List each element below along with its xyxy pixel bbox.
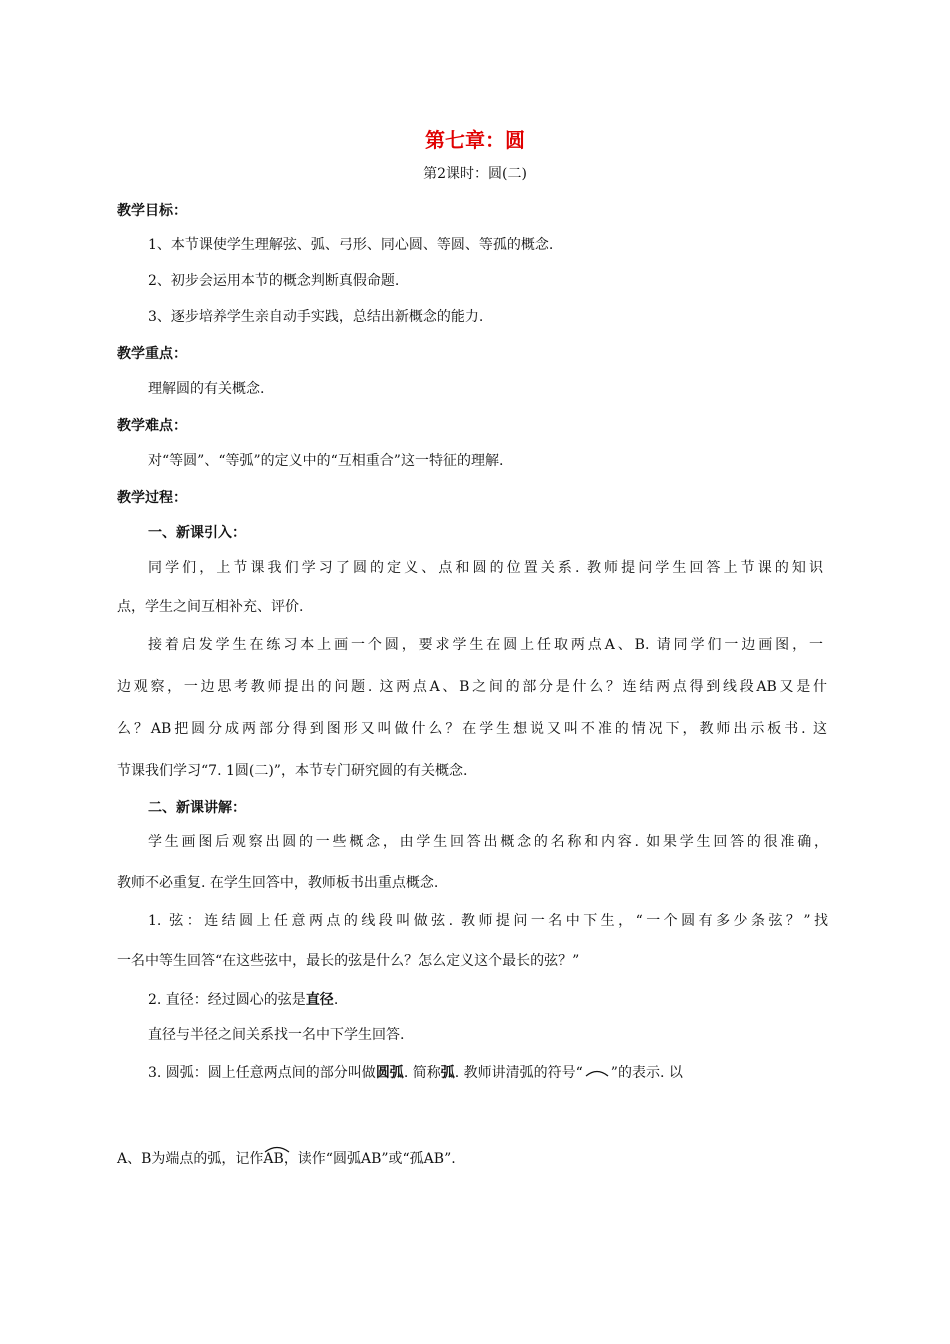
arc-short-term: 弧 [440, 1065, 455, 1081]
arc-over-icon [263, 1143, 291, 1153]
heading-key-points: 教学重点： [117, 346, 187, 362]
key-point-1: 理解圆的有关概念. [148, 381, 265, 397]
paragraph-1-line-1: 同学们，上节课我们学习了圆的定义、点和圆的位置关系. 教师提问学生回答上节课的知识 [148, 560, 823, 576]
paragraph-2-line-4: 节课我们学习“7. 1圆(二)”，本节专门研究圆的有关概念. [117, 763, 468, 779]
heading-difficulties: 教学难点： [117, 418, 187, 434]
arc-symbol-text: . 教师讲清弧的符号“ [454, 1065, 583, 1081]
paragraph-4-line-1: 1. 弦：连结圆上任意两点的线段叫做弦. 教师提问一名中下生，“一个圆有多少条弦？”找 [148, 913, 828, 929]
diameter-term: 直径 [305, 992, 334, 1008]
heading-goals: 教学目标： [117, 203, 187, 219]
arc-short-text: . 简称 [403, 1065, 441, 1081]
paragraph-6: 直径与半径之间关系找一名中下学生回答. [148, 1027, 405, 1043]
goal-2: 2、初步会运用本节的概念判断真假命题. [148, 273, 400, 289]
arc-term: 圆弧 [375, 1065, 404, 1081]
diameter-period: . [333, 992, 339, 1008]
arc-notation-text: A、B为端点的弧，记作 [117, 1151, 264, 1167]
arc-symbol-text-end: ”的表示. 以 [610, 1065, 683, 1081]
paragraph-2-line-3: 么？AB把圆分成两部分得到图形又叫做什么？在学生想说又叫不准的情况下，教师出示板书. 这 [117, 721, 827, 737]
paragraph-3-line-2: 教师不必重复. 在学生回答中，教师板书出重点概念. [117, 875, 439, 891]
arc-ab-label: AB [263, 1151, 284, 1167]
diameter-definition-text: 2. 直径：经过圆心的弦是 [148, 992, 306, 1008]
arc-ab-notation [263, 1151, 283, 1167]
paragraph-2-line-1: 接着启发学生在练习本上画一个圆，要求学生在圆上任取两点A、B. 请同学们一边画图，一 [148, 637, 823, 653]
paragraph-3-line-1: 学生画图后观察出圆的一些概念，由学生回答出概念的名称和内容. 如果学生回答的很准确， [148, 834, 828, 850]
goal-1: 1、本节课使学生理解弦、弧、弓形、同心圆、等圆、等孤的概念. [148, 237, 554, 253]
paragraph-5 [148, 989, 338, 1009]
paragraph-7 [148, 1062, 683, 1082]
paragraph-1-line-2: 点，学生之间互相补充、评价. [117, 599, 304, 615]
chapter-title: 第七章：圆 [425, 128, 525, 152]
heading-process: 教学过程： [117, 490, 187, 506]
paragraph-2-line-2: 边观察，一边思考教师提出的问题. 这两点A、B之间的部分是什么？连结两点得到线段AB又是什 [117, 679, 827, 695]
arc-reading-text: ，读作“圆弧AB”或“孤AB”. [283, 1151, 456, 1167]
goal-3: 3、逐步培养学生亲自动手实践，总结出新概念的能力. [148, 309, 484, 325]
arc-symbol-icon [583, 1066, 611, 1080]
section-intro-heading: 一、新课引入： [148, 525, 246, 541]
section-lecture-heading: 二、新课讲解： [148, 800, 246, 816]
arc-definition-text: 3. 圆弧：圆上任意两点间的部分叫做 [148, 1065, 376, 1081]
paragraph-4-line-2: 一名中等生回答“在这些弦中，最长的弦是什么？怎么定义这个最长的弦？” [117, 953, 580, 969]
lesson-subtitle: 第2课时：圆(二) [423, 166, 527, 182]
difficulty-1: 对“等圆”、“等弧”的定义中的“互相重合”这一特征的理解. [148, 453, 504, 469]
paragraph-8 [117, 1148, 827, 1168]
